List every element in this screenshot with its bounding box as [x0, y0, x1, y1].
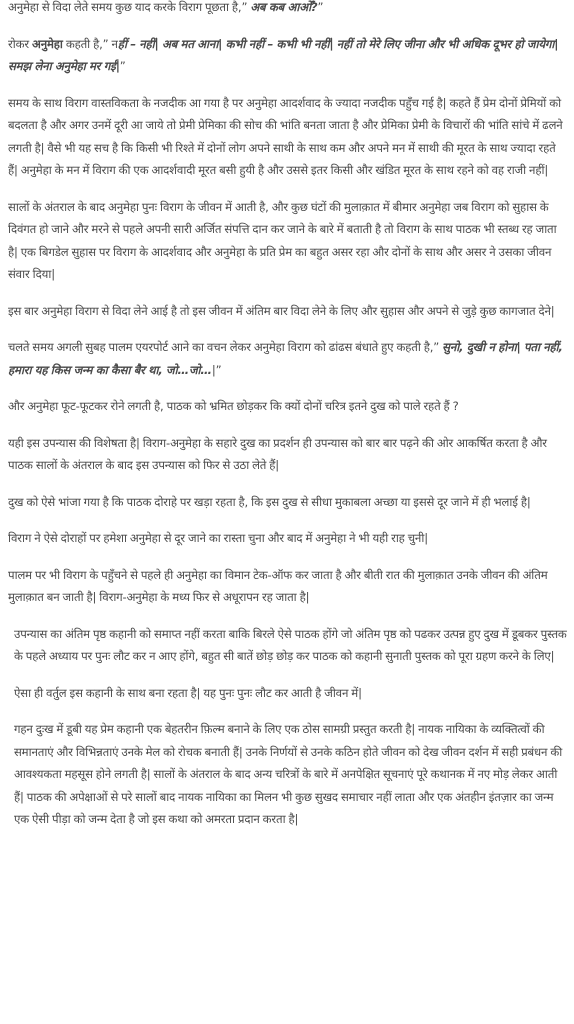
- text-segment: पालम पर भी विराग के पहुँचने से पहले ही अनुमेहा का विमान टेक-ऑफ कर जाता है और बीती रात की मुलाक़ात उनके जीवन की अंतिम मुलाक़ात बन जाती है| विराग-अनुमेहा के मध्य फिर से अधूरापन रह जाता है|: [8, 567, 548, 604]
- text-segment: रोकर: [8, 36, 32, 51]
- paragraph-4: [8, 196, 568, 286]
- text-segment: यही इस उपन्यास की विशेषता है| विराग-अनुमेहा के सहारे दुख का प्रदर्शन ही उपन्यास को बार बार पढ़ने की ओर आकर्षित करता है और पाठक सालों के अंतराल के बाद इस उपन्यास को फिर से उठा लेते हैं|: [8, 435, 547, 472]
- text-segment: कहती है,” न: [62, 36, 118, 51]
- text-segment: सालों के अंतराल के बाद अनुमेहा पुनः विराग के जीवन में आती है, और कुछ घंटों की मुलाक़ात में बीमार अनुमेहा जब विराग को सुहास के दिवंगत हो जाने और मरने से पहले अपनी सारी अर्जित संपत्ति दान कर जाने के बारे में बताती है तो विराग के साथ पाठक भी स्तब्ध रह जाता है| एक बिगडेल सुहास पर विराग के आदर्शवाद और अनुमेहा के प्रति प्रेम का बहुत असर रहा और दोनों के साथ और असर ने उसका जीवन संवार दिया|: [8, 199, 557, 281]
- paragraph-7: [8, 395, 568, 418]
- text-segment: |”: [211, 362, 222, 377]
- paragraph-3: [8, 92, 568, 182]
- paragraph-5: [8, 300, 568, 323]
- text-segment: और अनुमेहा फूट-फूटकर रोने लगती है, पाठक को भ्रमित छोड़कर कि क्यों दोनों चरित्र इतने दुख को पाले रहते हैं ?: [8, 399, 459, 413]
- paragraph-13: [8, 682, 568, 705]
- paragraph-8: [8, 432, 568, 477]
- text-segment: विराग ने ऐसे दोराहों पर हमेशा अनुमेहा से दूर जाने का रास्ता चुना और बाद में अनुमेहा ने भी यही राह चुनी|: [8, 531, 428, 545]
- paragraph-6: [8, 336, 568, 381]
- text-segment: इस बार अनुमेहा विराग से विदा लेने आई है तो इस जीवन में अंतिम बार विदा लेने के लिए और सुहास और अपने से जुड़े कुछ कागजात देने|: [8, 303, 555, 318]
- paragraph-10: [8, 527, 568, 550]
- text-segment: अनुमेहा से विदा लेते समय कुछ याद करके विराग पूछता है,”: [8, 0, 251, 14]
- text-segment: ”: [119, 59, 126, 73]
- text-segment: गहन दुःख में डूबी यह प्रेम कहानी एक बेहतरीन फ़िल्म बनाने के लिए एक ठोस सामग्री प्रस्तुत करती है| नायक नायिका के व्यक्तित्वों की समानताएं और विभिन्नताएं उनके मेल को रोचक बनाती हैं| उनके निर्णयों से उनके कठिन होते जीवन को देख जीवन दर्शन में सही प्रबंधन की आवश्यकता महसूस होने लगती है| सालों के अंतराल के बाद अन्य चरित्रों के बारे में अनपेक्षित सूचनाएं पूरे कथानक में नए मोड़ लेकर आती हैं| पाठक की अपेक्षाओं से परे सालों बाद नायक नायिका का मिलन भी कुछ सुखद समाचार नहीं लाता और एक अंतहीन इंतज़ार का जन्म एक ऐसी पीड़ा को जन्म देता है जो इस कथा को अमरता प्रदान करता है|: [14, 722, 563, 826]
- text-segment: समय के साथ विराग वास्तविकता के नजदीक आ गया है पर अनुमेहा आदर्शवाद के ज्यादा नजदीक पहुँच गई है| कहते हैं प्रेम दोनों प्रेमियों को बदलता है और अगर उनमें दूरी आ जाये तो प्रेमी प्रेमिका की सोच की भांति बनता जाता है और प्रेमिका प्रेमी के विचारों की भांति सांचे में ढलने लगती है| वैसे भी यह सच है कि किसी भी रिश्ते में दोनों लोग अपने साथी के साथ कम और अपने मन में साथी की मूरत के साथ ज्यादा रहते हैं| अनुमेहा के मन में विराग की एक आदर्शवादी मूरत बसी हुयी है और उससे इतर किसी और खंडित मूरत के साथ रहने को वह राजी नहीं|: [8, 95, 563, 177]
- paragraph-14: [8, 718, 568, 831]
- paragraph-2: [8, 33, 568, 78]
- paragraph-12: [8, 623, 568, 668]
- text-segment: उपन्यास का अंतिम पृष्ठ कहानी को समाप्त नहीं करता बाकि बिरले ऐसे पाठक होंगे जो अंतिम पृष्ठ को पढकर उत्पन्न हुए दुख में डूबकर पुस्तक के पहले अध्याय पर पुनः लौट कर न आए होंगे, बहुत सी बातें छोड़ छोड़ कर पाठक को कहानी सुनाती पुस्तक को पूरा ग्रहण करने के लिए|: [14, 626, 567, 663]
- bold-italic-quote: सुनो, दुखी न होना| पता नहीं, हमारा यह किस जन्म का कैसा बैर था, जो…जो…: [8, 340, 563, 377]
- text-segment: ऐसा ही वर्तुल इस कहानी के साथ बना रहता है| यह पुनः पुनः लौट कर आती है जीवन में|: [14, 685, 362, 700]
- text-segment: दुख को ऐसे भांजा गया है कि पाठक दोराहे पर खड़ा रहता है, कि इस दुख से सीधा मुकाबला अच्छा या इससे दूर जाने में ही भलाई है|: [8, 494, 531, 509]
- text-segment: ”: [317, 0, 324, 14]
- paragraph-11: [8, 564, 568, 609]
- paragraph-1: [8, 0, 568, 19]
- bold-italic-quote: अब कब आओँ?: [250, 0, 318, 14]
- bold-name: अनुमेहा: [31, 36, 63, 51]
- paragraph-9: [8, 491, 568, 514]
- bold-italic-quote: हीं – नहीं| अब मत आना| कभी नहीं – कभी भी नहीं| नहीं तो मेरे लिए जीना और भी अधिक दूभर हो जायेगा| समझ लेना अनुमेहा मर गई|: [8, 36, 559, 73]
- text-segment: चलते समय अगली सुबह पालम एयरपोर्ट आने का वचन लेकर अनुमेहा विराग को ढांढस बंधाते हुए कहती है,”: [8, 340, 443, 354]
